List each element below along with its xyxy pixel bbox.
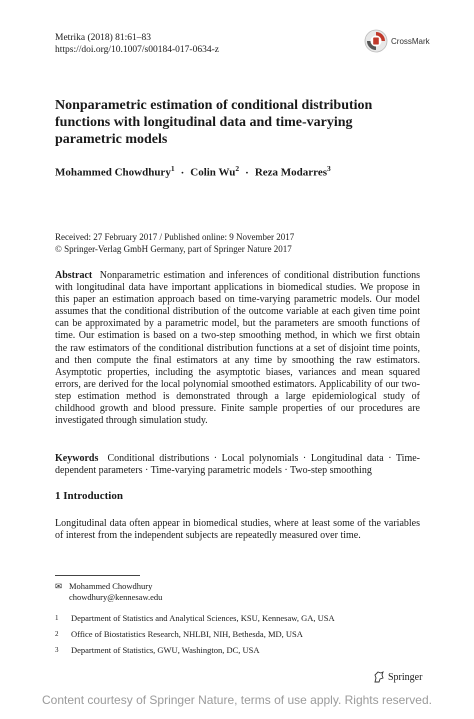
crossmark-label: CrossMark [391,36,430,46]
author-separator: · [245,166,249,179]
affiliation-text: Department of Statistics, GWU, Washington, DC, USA [71,645,260,655]
author-name[interactable]: Reza Modarres [254,166,328,179]
affiliation-text: Department of Statistics and Analytical Sciences, KSU, Kennesaw, GA, USA [71,613,335,623]
crossmark-icon [364,29,388,53]
affiliation-number: 3 [55,646,59,654]
publisher-name: Springer [388,671,423,683]
title-line-2: functions with longitudinal data and time-varying [55,115,353,130]
author-affil-ref: 1 [170,164,175,173]
affiliation-item [55,629,303,640]
received-line: Received: 27 February 2017 / Published online: 9 November 2017 [55,232,295,242]
keywords-text: Conditional distributions · Local polynomials · Longitudinal data · Time-dependent parameters · Time-varying parametric models · Two-step smoothing [55,453,420,477]
paper-title [55,97,385,148]
title-line-1: Nonparametric estimation of conditional distribution [55,98,373,113]
author-list [55,164,331,179]
affiliation-number: 2 [55,630,59,638]
affiliation-item [55,645,260,656]
abstract-text: Nonparametric estimation and inferences of conditional distribution functions with longitudinal data have important applications in biomedical studies. We propose in this paper an estimation approach based on time-varying parametric models. Our model assumes that the conditional distribution of the outcome variable at each given time point can be approximated by a parametric model, but the parameters are smooth functions of time. Our estimation is based on a two-step smoothing method, in which we first obtain the raw estimators of the conditional distribution functions at a set of disjoint time points, and then compute the final estimators at any time by smoothing the raw estimators. Asymptotic properties, including the asymptotic biases, variances and mean squared errors, are derived for the local polynomial smoothed estimators. Applicability of our two-step estimation method is demonstrated through a large epidemiological study of childhood growth and blood pressure. Finite sample properties of our procedures are investigated through simulation study. [55,270,421,427]
section-heading-introduction: 1 Introduction [55,490,123,502]
crossmark-badge[interactable] [364,29,430,53]
affiliation-item [55,613,335,624]
correspondence-email[interactable]: chowdhury@kennesaw.edu [69,591,163,602]
abstract-label: Abstract [55,270,93,281]
publisher-logo [373,671,422,683]
author-affil-ref: 2 [235,164,240,173]
footnote-divider [55,575,140,576]
copyright-line: © Springer-Verlag GmbH Germany, part of Springer Nature 2017 [55,243,292,254]
author-name[interactable]: Mohammed Chowdhury [55,166,171,179]
envelope-icon: ✉ [55,581,63,591]
introduction-text: Longitudinal data often appear in biomedical studies, where at least some of the variables of interest from the independent subjects are repeatedly measured over time. [55,518,420,542]
title-line-3: parametric models [55,132,168,147]
journal-doi[interactable]: https://doi.org/10.1007/s00184-017-0634-z [55,45,219,55]
author-name[interactable]: Colin Wu [190,166,236,179]
affiliation-text: Office of Biostatistics Research, NHLBI, NIH, Bethesda, MD, USA [71,629,303,639]
author-affil-ref: 3 [327,164,331,173]
keywords [55,453,420,477]
publication-dates [55,232,294,255]
abstract [55,270,420,427]
keywords-label: Keywords [55,453,99,464]
courtesy-notice: Content courtesy of Springer Nature, terms of use apply. Rights reserved. [42,693,432,707]
author-separator: · [180,166,185,179]
correspondence [55,581,162,602]
journal-meta [55,32,219,56]
springer-horse-icon [373,671,385,683]
journal-citation: Metrika (2018) 81:61–83 [55,33,152,43]
affiliation-number: 1 [55,614,59,622]
correspondence-name: Mohammed Chowdhury [69,581,153,591]
